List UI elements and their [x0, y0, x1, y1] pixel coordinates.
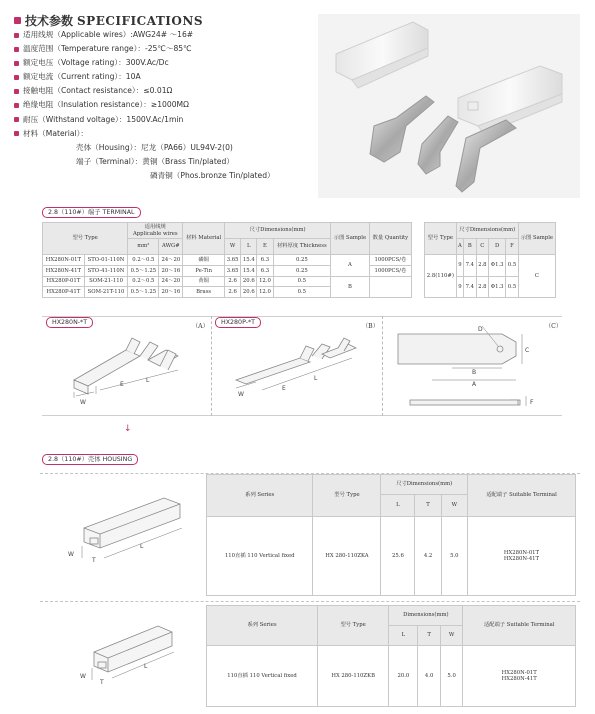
spec-title-en: SPECIFICATIONS	[77, 13, 203, 28]
bullet-icon	[14, 47, 19, 52]
dim-label: C	[525, 347, 530, 354]
drawing-b-label: （B）	[362, 323, 379, 330]
drawing-a-label: （A）	[192, 323, 209, 330]
bullet-icon	[14, 117, 19, 122]
dim-label: E	[282, 385, 286, 392]
bullet-icon	[14, 75, 19, 80]
dim-label: W	[80, 399, 86, 406]
cell: 0.2～0.5	[128, 255, 159, 266]
cell: 110直插 110 Vertical fixed	[207, 517, 313, 596]
cell: 12.0	[257, 276, 273, 287]
cell: 0.25	[273, 255, 331, 266]
th-t: T	[415, 495, 441, 517]
spec-text: 适用线规（Applicable wires）:AWG24# ～16#	[23, 30, 194, 39]
th-f: F	[506, 239, 519, 255]
spec-row	[14, 42, 304, 56]
cell: Φ1.3	[489, 255, 506, 277]
th-series: 系列 Series	[207, 606, 318, 646]
spec-text: 绝缘电阻（Insulation resistance）：≥1000MΩ	[23, 100, 189, 110]
dim-label: L	[140, 543, 144, 550]
dim-label: W	[238, 391, 244, 398]
dim-label: T	[100, 679, 104, 686]
table-row	[207, 517, 576, 596]
cell: 2.8	[476, 255, 488, 277]
cell: 0.5	[273, 276, 331, 287]
cell: HX280P-01T	[43, 276, 85, 287]
spec-title-cn: 技术参数	[25, 14, 74, 28]
terminal-table	[42, 222, 412, 298]
th-w: W	[441, 495, 467, 517]
cell: 5.0	[440, 646, 463, 707]
table-row	[425, 255, 556, 277]
cell: 15.4	[241, 265, 257, 276]
cell: A	[331, 255, 370, 277]
housing-table-a	[206, 474, 576, 596]
spec-row	[14, 70, 304, 84]
cell: 24～20	[159, 255, 183, 266]
arrow-down-icon: ↓	[124, 424, 132, 434]
dim-label: T	[92, 557, 96, 564]
terminal-b-drawing	[222, 334, 372, 406]
dim-label: L	[314, 375, 318, 382]
terminal-a-drawing	[60, 334, 200, 406]
cell: 2.6	[225, 276, 241, 287]
th-e: E	[257, 239, 273, 255]
dim-label: D	[478, 326, 483, 333]
material-terminal: 端子（Terminal）：黄铜（Brass Tin/plated）	[76, 156, 234, 166]
cell: 5.0	[441, 517, 467, 596]
dim-label: L	[144, 663, 148, 670]
cell: Φ1.3	[489, 276, 506, 298]
cell: 4.2	[415, 517, 441, 596]
cell: 9	[456, 255, 463, 277]
cell: 20.6	[241, 287, 257, 298]
th-wires-en: Applicable wires	[132, 230, 178, 237]
dim-label: L	[146, 377, 150, 384]
th-d: D	[489, 239, 506, 255]
cell: Pe-Tin	[183, 265, 225, 276]
cell: 20～16	[159, 287, 183, 298]
divider	[382, 316, 383, 416]
housing-table-b	[206, 605, 576, 707]
product-photo	[318, 14, 580, 198]
cell: 15.4	[241, 255, 257, 266]
cell: 7.4	[464, 255, 476, 277]
cell	[369, 276, 411, 298]
spec-text: 温度范围（Temperature range）：-25℃～85℃	[23, 44, 192, 54]
tab-table	[424, 222, 556, 298]
th-series: 系列 Series	[207, 475, 313, 517]
bullet-icon	[14, 61, 19, 66]
dim-label: W	[80, 673, 86, 680]
th-type: 型号 Type	[425, 223, 457, 255]
cell: 0.5	[506, 276, 519, 298]
cell: STO-41-110N	[84, 265, 127, 276]
th-w: W	[225, 239, 241, 255]
th-qty: 数量 Quantity	[369, 223, 411, 255]
suitable-terminal: HX280N-01T	[503, 549, 540, 556]
cell: 0.5～1.25	[128, 287, 159, 298]
th-t: T	[418, 626, 440, 646]
suitable-terminal: HX280N-41T	[503, 556, 540, 562]
bullet-icon	[14, 89, 19, 94]
th-b: B	[464, 239, 476, 255]
tab-c-drawing	[392, 326, 560, 412]
material-extra: 磷青铜（Phos.bronze Tin/plated）	[150, 170, 275, 180]
cell: 2.6	[225, 287, 241, 298]
cell: 0.25	[273, 265, 331, 276]
th-l: L	[381, 495, 415, 517]
cell: 黄铜	[183, 276, 225, 287]
cell: 0.2～0.5	[128, 276, 159, 287]
material-housing: 壳体（Housing）：尼龙（PA66）UL94V-2(0)	[76, 142, 233, 152]
product-photo-drawing	[318, 14, 580, 198]
spec-text: 耐压（Withstand voltage）：1500V.Ac/1min	[23, 114, 184, 124]
cell: 4.0	[418, 646, 440, 707]
th-w: W	[440, 626, 463, 646]
bullet-icon	[14, 103, 19, 108]
th-wires	[128, 223, 183, 239]
spec-text: 额定电压（Voltage rating）：300V.Ac/Dc	[23, 58, 169, 68]
cell: 3.65	[225, 265, 241, 276]
housing-a-drawing	[64, 486, 194, 586]
th-sample: 示图 Sample	[331, 223, 370, 255]
cell: HX280N-41T	[43, 265, 85, 276]
cell: 6.3	[257, 255, 273, 266]
bullet-icon	[14, 33, 19, 38]
cell: 1000PCS/卷	[369, 255, 411, 266]
th-dims: 尺寸Dimensions(mm)	[381, 475, 468, 495]
table-row	[207, 646, 576, 707]
cell	[463, 646, 576, 707]
dim-label: A	[472, 381, 477, 388]
th-type: 型号 Type	[313, 475, 381, 517]
th-l: L	[241, 239, 257, 255]
spec-row	[14, 127, 304, 141]
drawing-c-label: （C）	[545, 323, 563, 330]
th-l: L	[389, 626, 418, 646]
th-material: 材料 Material	[183, 223, 225, 255]
spec-text: 额定电流（Current rating）：10A	[23, 72, 141, 82]
table-row	[43, 276, 412, 287]
terminal-section-tag: 2.8（110#）端子 TERMINAL	[42, 207, 141, 218]
th-dims: Dimensions(mm)	[389, 606, 463, 626]
th-type: 型号 Type	[318, 606, 389, 646]
spec-row	[14, 56, 304, 70]
th-awg: AWG#	[159, 239, 183, 255]
cell: C	[518, 255, 555, 298]
cell: 12.0	[257, 287, 273, 298]
cell: HX 280-110ZKB	[318, 646, 389, 707]
spec-title	[14, 12, 203, 29]
dim-label: W	[68, 551, 74, 558]
bullet-icon	[14, 17, 21, 24]
th-suitable: 适配端子 Suitable Terminal	[463, 606, 576, 646]
cell: SOM-21T-110	[84, 287, 127, 298]
cell	[468, 517, 576, 596]
cell: B	[331, 276, 370, 298]
spec-row	[14, 113, 304, 127]
dim-label: B	[472, 369, 477, 376]
spec-text: 材料（Material）：	[23, 128, 89, 138]
cell: 20.0	[389, 646, 418, 707]
cell: HX280N-01T	[43, 255, 85, 266]
drawing-b-tag: HX280P-*T	[215, 317, 261, 328]
th-suitable: 适配端子 Suitable Terminal	[468, 475, 576, 517]
cell: 3.65	[225, 255, 241, 266]
cell: 磷铜	[183, 255, 225, 266]
cell: 0.5～1.25	[128, 265, 159, 276]
cell: 1000PCS/卷	[369, 265, 411, 276]
cell: 9	[456, 276, 463, 298]
spec-list	[14, 28, 304, 183]
cell: HX280P-41T	[43, 287, 85, 298]
table-row	[43, 255, 412, 266]
cell: HX 280-110ZKA	[313, 517, 381, 596]
cell: 24～20	[159, 276, 183, 287]
suitable-terminal: HX280N-01T	[501, 669, 537, 676]
cell: 20～16	[159, 265, 183, 276]
spec-row	[14, 84, 304, 98]
suitable-terminal: HX280N-41T	[501, 676, 537, 682]
th-dims: 尺寸Dimensions(mm)	[225, 223, 331, 239]
cell: 25.6	[381, 517, 415, 596]
th-wires-cn: 适用线规	[144, 224, 166, 231]
dim-label: E	[120, 381, 124, 388]
th-dims: 尺寸Dimensions(mm)	[456, 223, 518, 239]
drawing-a-tag: HX280N-*T	[46, 317, 93, 328]
cell: Brass	[183, 287, 225, 298]
cell: 6.3	[257, 265, 273, 276]
th-type: 型号 Type	[43, 223, 128, 255]
th-c: C	[476, 239, 488, 255]
bullet-icon	[14, 131, 19, 136]
cell: 2.8	[476, 276, 488, 298]
th-sample: 示图 Sample	[518, 223, 555, 255]
spec-text: 接触电阻（Contact resistance）：≤0.01Ω	[23, 86, 173, 96]
cell: 0.5	[506, 255, 519, 277]
th-mm: mm²	[128, 239, 159, 255]
cell: 2.8(110#)	[425, 255, 457, 298]
cell: 0.5	[273, 287, 331, 298]
housing-section-tag: 2.8（110#）壳体 HOUSING	[42, 454, 138, 465]
cell: 20.6	[241, 276, 257, 287]
divider	[211, 316, 212, 416]
spec-row	[14, 28, 304, 42]
dim-label: F	[530, 399, 534, 406]
th-a: A	[456, 239, 463, 255]
th-thickness: 材料厚度 Thickness	[273, 239, 331, 255]
cell: 110直插 110 Vertical fixed	[207, 646, 318, 707]
spec-row	[14, 98, 304, 112]
housing-b-drawing	[64, 612, 194, 704]
cell: SOM-21-110	[84, 276, 127, 287]
cell: STO-01-110N	[84, 255, 127, 266]
cell: 7.4	[464, 276, 476, 298]
